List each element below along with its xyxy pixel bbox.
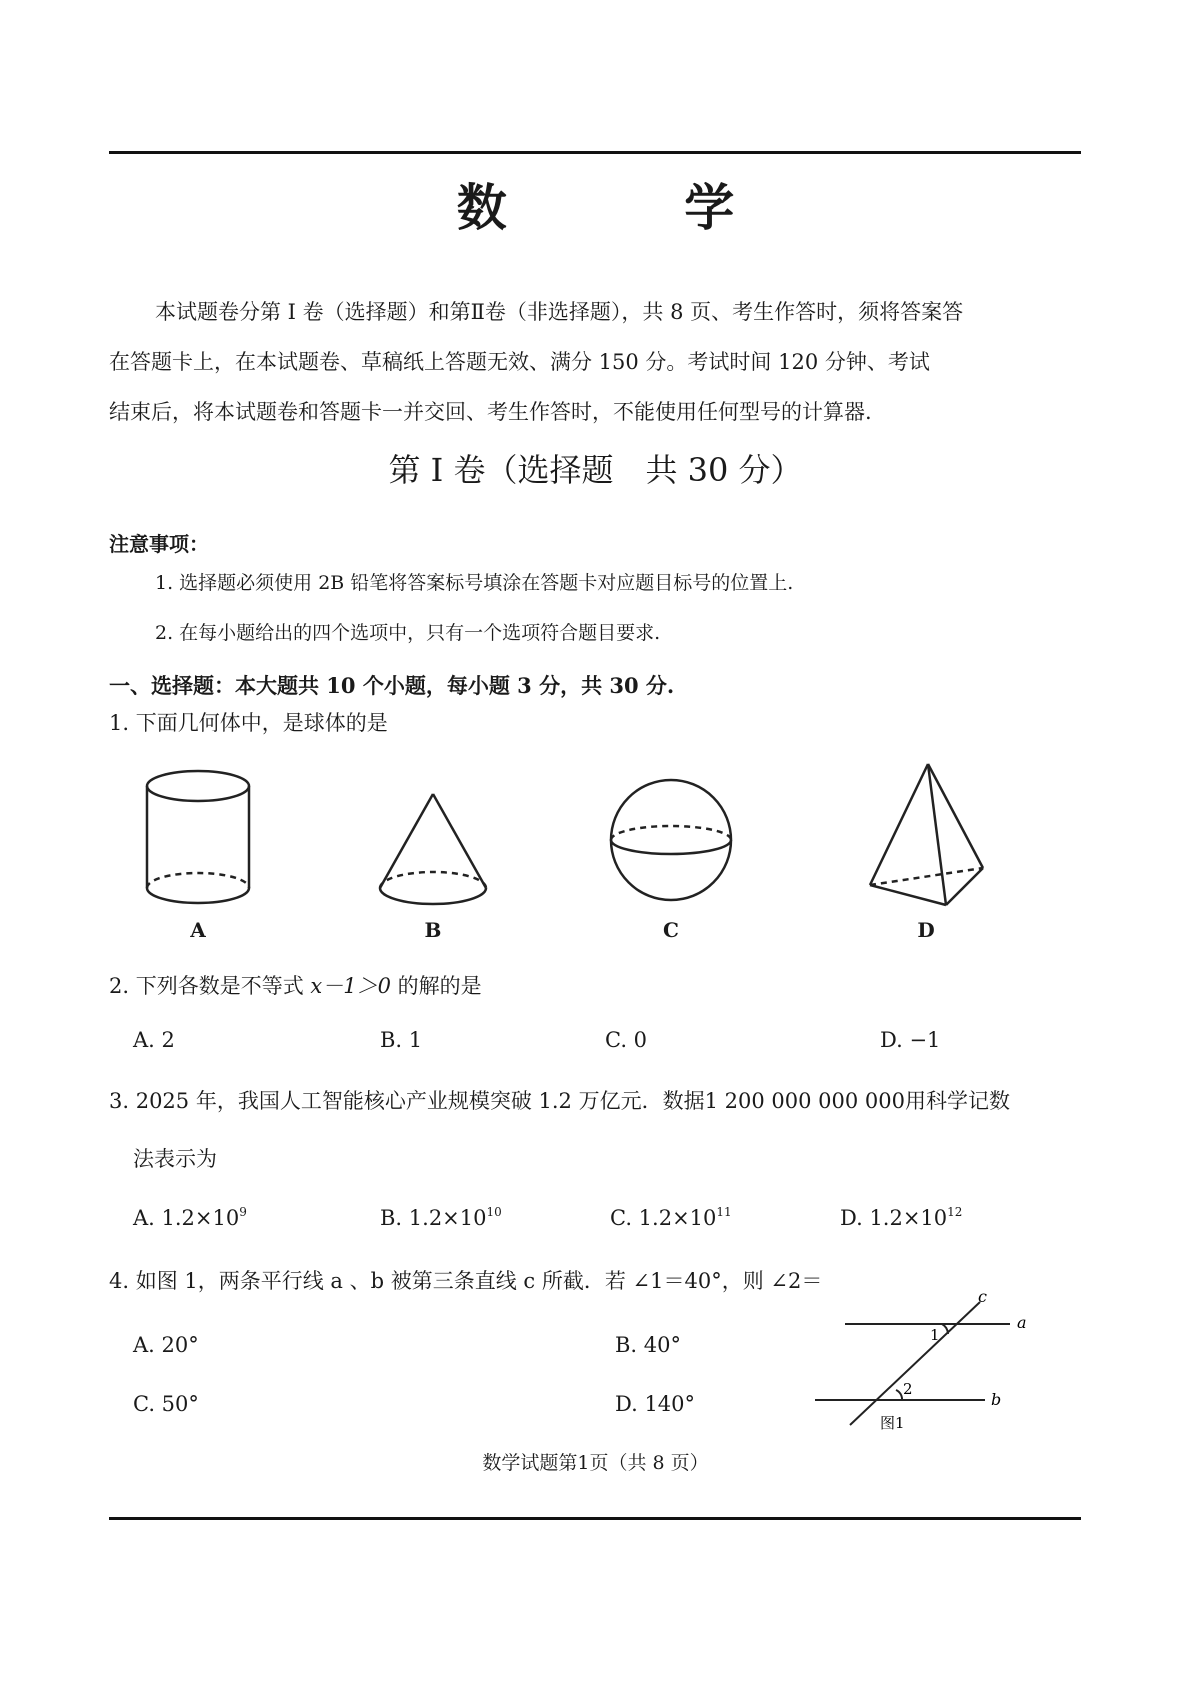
cone-shape <box>380 794 486 904</box>
q3-option-c <box>610 1205 732 1230</box>
q2-option-d: D. −1 <box>880 1028 941 1052</box>
q3-option-a-exp: 9 <box>239 1205 247 1219</box>
sphere-shape <box>611 780 731 900</box>
intro-line-2: 在答题卡上，在本试题卷、草稿纸上答题无效、满分 150 分。考试时间 120 分钟、考试 <box>109 350 930 374</box>
part1-heading: 一、选择题：本大题共 10 个小题，每小题 3 分，共 30 分. <box>109 673 675 698</box>
q4-option-a: A. 20° <box>133 1333 199 1357</box>
q1-label-d: D <box>917 918 935 942</box>
q4-text: 4. 如图 1，两条平行线 a 、b 被第三条直线 c 所截．若 ∠1＝40°，则 ∠2＝ <box>109 1269 823 1293</box>
cylinder-shape <box>147 771 249 903</box>
q1-text: 1. 下面几何体中，是球体的是 <box>109 711 388 735</box>
page-title: 数 学 <box>456 178 815 237</box>
angle-2-label: 2 <box>903 1380 913 1398</box>
q2-text <box>109 970 482 1000</box>
q3-option-c-exp: 11 <box>716 1205 732 1219</box>
section-title: 第 I 卷（选择题 共 30 分） <box>388 451 803 489</box>
q2-option-a: A. 2 <box>133 1028 175 1052</box>
q3-option-d-base: D. 1.2×10 <box>840 1206 948 1230</box>
angle-2-arc <box>896 1390 902 1400</box>
q3-option-b-base: B. 1.2×10 <box>380 1206 487 1230</box>
angle-1-label: 1 <box>930 1326 940 1344</box>
q4-figure <box>810 1290 1050 1440</box>
q3-option-d <box>840 1205 962 1230</box>
figure-caption: 图1 <box>880 1414 905 1432</box>
label-b: b <box>991 1390 1002 1409</box>
notice-heading: 注意事项： <box>109 532 209 556</box>
q1-label-a: A <box>190 918 206 942</box>
line-c <box>850 1302 980 1425</box>
label-c: c <box>978 1290 987 1306</box>
label-a: a <box>1017 1313 1027 1332</box>
q2-inequality: x－1＞0 <box>310 974 391 998</box>
bottom-rule <box>109 1517 1081 1520</box>
q3-option-b <box>380 1205 502 1230</box>
q3-option-a <box>133 1205 247 1230</box>
intro-line-3: 结束后，将本试题卷和答题卡一并交回、考生作答时，不能使用任何型号的计算器. <box>109 400 872 424</box>
q3-line-1: 3. 2025 年，我国人工智能核心产业规模突破 1.2 万亿元．数据1 200 000 000 000用科学记数 <box>109 1089 1010 1113</box>
intro-line-1: 本试题卷分第 I 卷（选择题）和第Ⅱ卷（非选择题），共 8 页、考生作答时，须将答案答 <box>155 300 964 324</box>
notice-item-1: 1. 选择题必须使用 2B 铅笔将答案标号填涂在答题卡对应题目标号的位置上. <box>155 572 794 594</box>
q2-option-b: B. 1 <box>380 1028 423 1052</box>
q3-option-a-base: A. 1.2×10 <box>133 1206 240 1230</box>
q3-line-2: 法表示为 <box>133 1147 217 1171</box>
angle-1-arc <box>942 1324 948 1334</box>
q4-option-d: D. 140° <box>615 1392 696 1416</box>
top-rule <box>109 151 1081 154</box>
q3-option-c-base: C. 1.2×10 <box>610 1206 717 1230</box>
page-footer: 数学试题第1页（共 8 页） <box>482 1452 709 1474</box>
q3-option-b-exp: 10 <box>486 1205 502 1219</box>
pyramid-shape <box>870 764 983 905</box>
q3-option-d-exp: 12 <box>947 1205 963 1219</box>
q2-suffix: 的解的是 <box>390 974 482 998</box>
q1-label-b: B <box>424 918 442 942</box>
q2-prefix: 2. 下列各数是不等式 <box>109 974 311 998</box>
q1-label-c: C <box>663 918 679 942</box>
q4-option-b: B. 40° <box>615 1333 682 1357</box>
notice-item-2: 2. 在每小题给出的四个选项中，只有一个选项符合题目要求. <box>155 622 661 644</box>
q4-option-c: C. 50° <box>133 1392 199 1416</box>
q2-option-c: C. 0 <box>605 1028 648 1052</box>
